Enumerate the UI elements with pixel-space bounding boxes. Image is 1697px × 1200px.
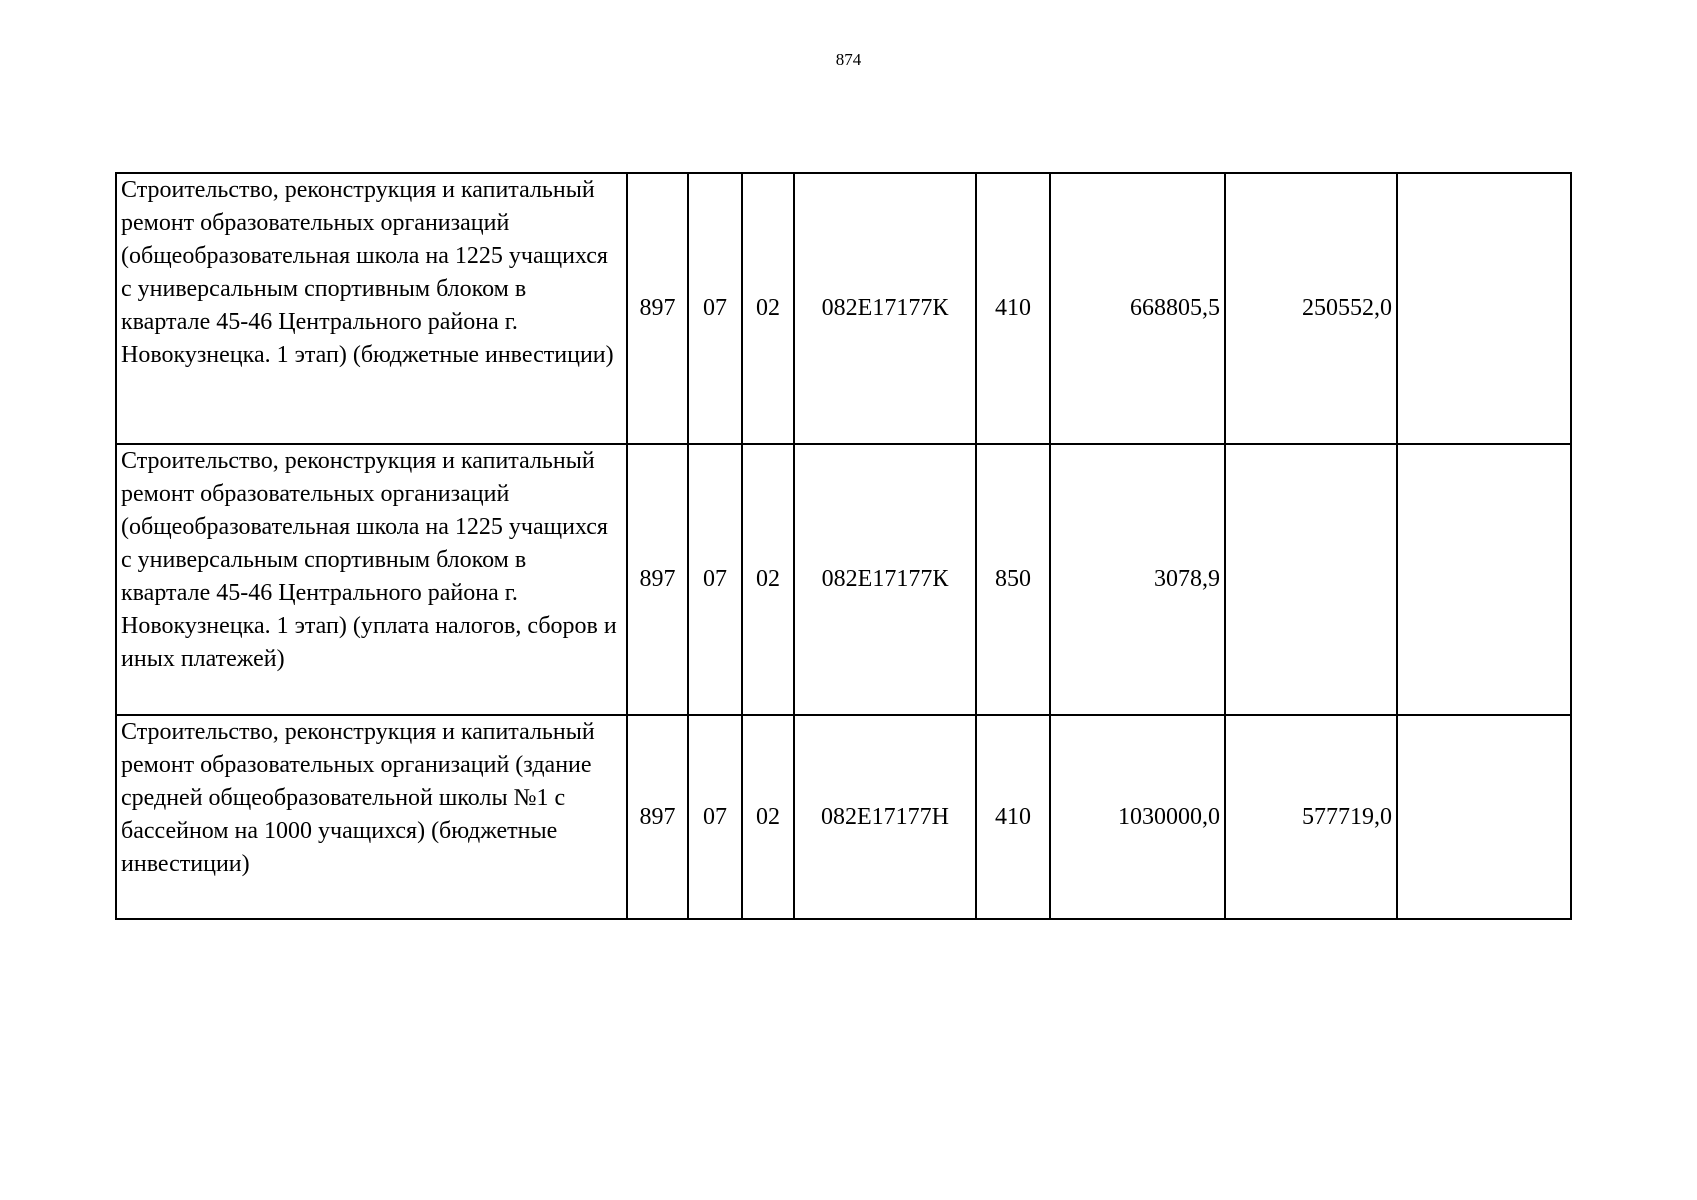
amount-3-cell xyxy=(1397,173,1571,444)
target-article-cell: 082E17177Н xyxy=(794,715,976,919)
table-row xyxy=(116,173,1571,444)
expense-type-cell: 410 xyxy=(976,715,1050,919)
budget-table xyxy=(115,172,1572,920)
target-article-cell: 082E17177К xyxy=(794,173,976,444)
description-cell: Строительство, реконструкция и капитальный ремонт образовательных организаций (здание средней общеобразовательной школы №1 с бассейном на 1000 учащихся) (бюджетные инвестиции) xyxy=(116,715,627,919)
amount-2-cell: 250552,0 xyxy=(1225,173,1397,444)
amount-1-cell: 3078,9 xyxy=(1050,444,1225,715)
section-code-cell: 07 xyxy=(688,444,742,715)
expense-type-cell: 850 xyxy=(976,444,1050,715)
table-row xyxy=(116,444,1571,715)
ministry-code-cell: 897 xyxy=(627,715,688,919)
subsection-code-cell: 02 xyxy=(742,444,794,715)
ministry-code-cell: 897 xyxy=(627,444,688,715)
amount-3-cell xyxy=(1397,715,1571,919)
description-cell: Строительство, реконструкция и капитальный ремонт образовательных организаций (общеобразовательная школа на 1225 учащихся с универсальным спортивным блоком в квартале 45-46 Центрального района г. Новокузнецка. 1 этап) (уплата налогов, сборов и иных платежей) xyxy=(116,444,627,715)
amount-2-cell xyxy=(1225,444,1397,715)
page-number: 874 xyxy=(835,50,862,69)
section-code-cell: 07 xyxy=(688,173,742,444)
amount-1-cell: 668805,5 xyxy=(1050,173,1225,444)
expense-type-cell: 410 xyxy=(976,173,1050,444)
table-row xyxy=(116,715,1571,919)
ministry-code-cell: 897 xyxy=(627,173,688,444)
amount-3-cell xyxy=(1397,444,1571,715)
amount-2-cell: 577719,0 xyxy=(1225,715,1397,919)
subsection-code-cell: 02 xyxy=(742,173,794,444)
subsection-code-cell: 02 xyxy=(742,715,794,919)
target-article-cell: 082E17177К xyxy=(794,444,976,715)
section-code-cell: 07 xyxy=(688,715,742,919)
description-cell: Строительство, реконструкция и капитальный ремонт образовательных организаций (общеобразовательная школа на 1225 учащихся с универсальным спортивным блоком в квартале 45-46 Центрального района г. Новокузнецка. 1 этап) (бюджетные инвестиции) xyxy=(116,173,627,444)
amount-1-cell: 1030000,0 xyxy=(1050,715,1225,919)
